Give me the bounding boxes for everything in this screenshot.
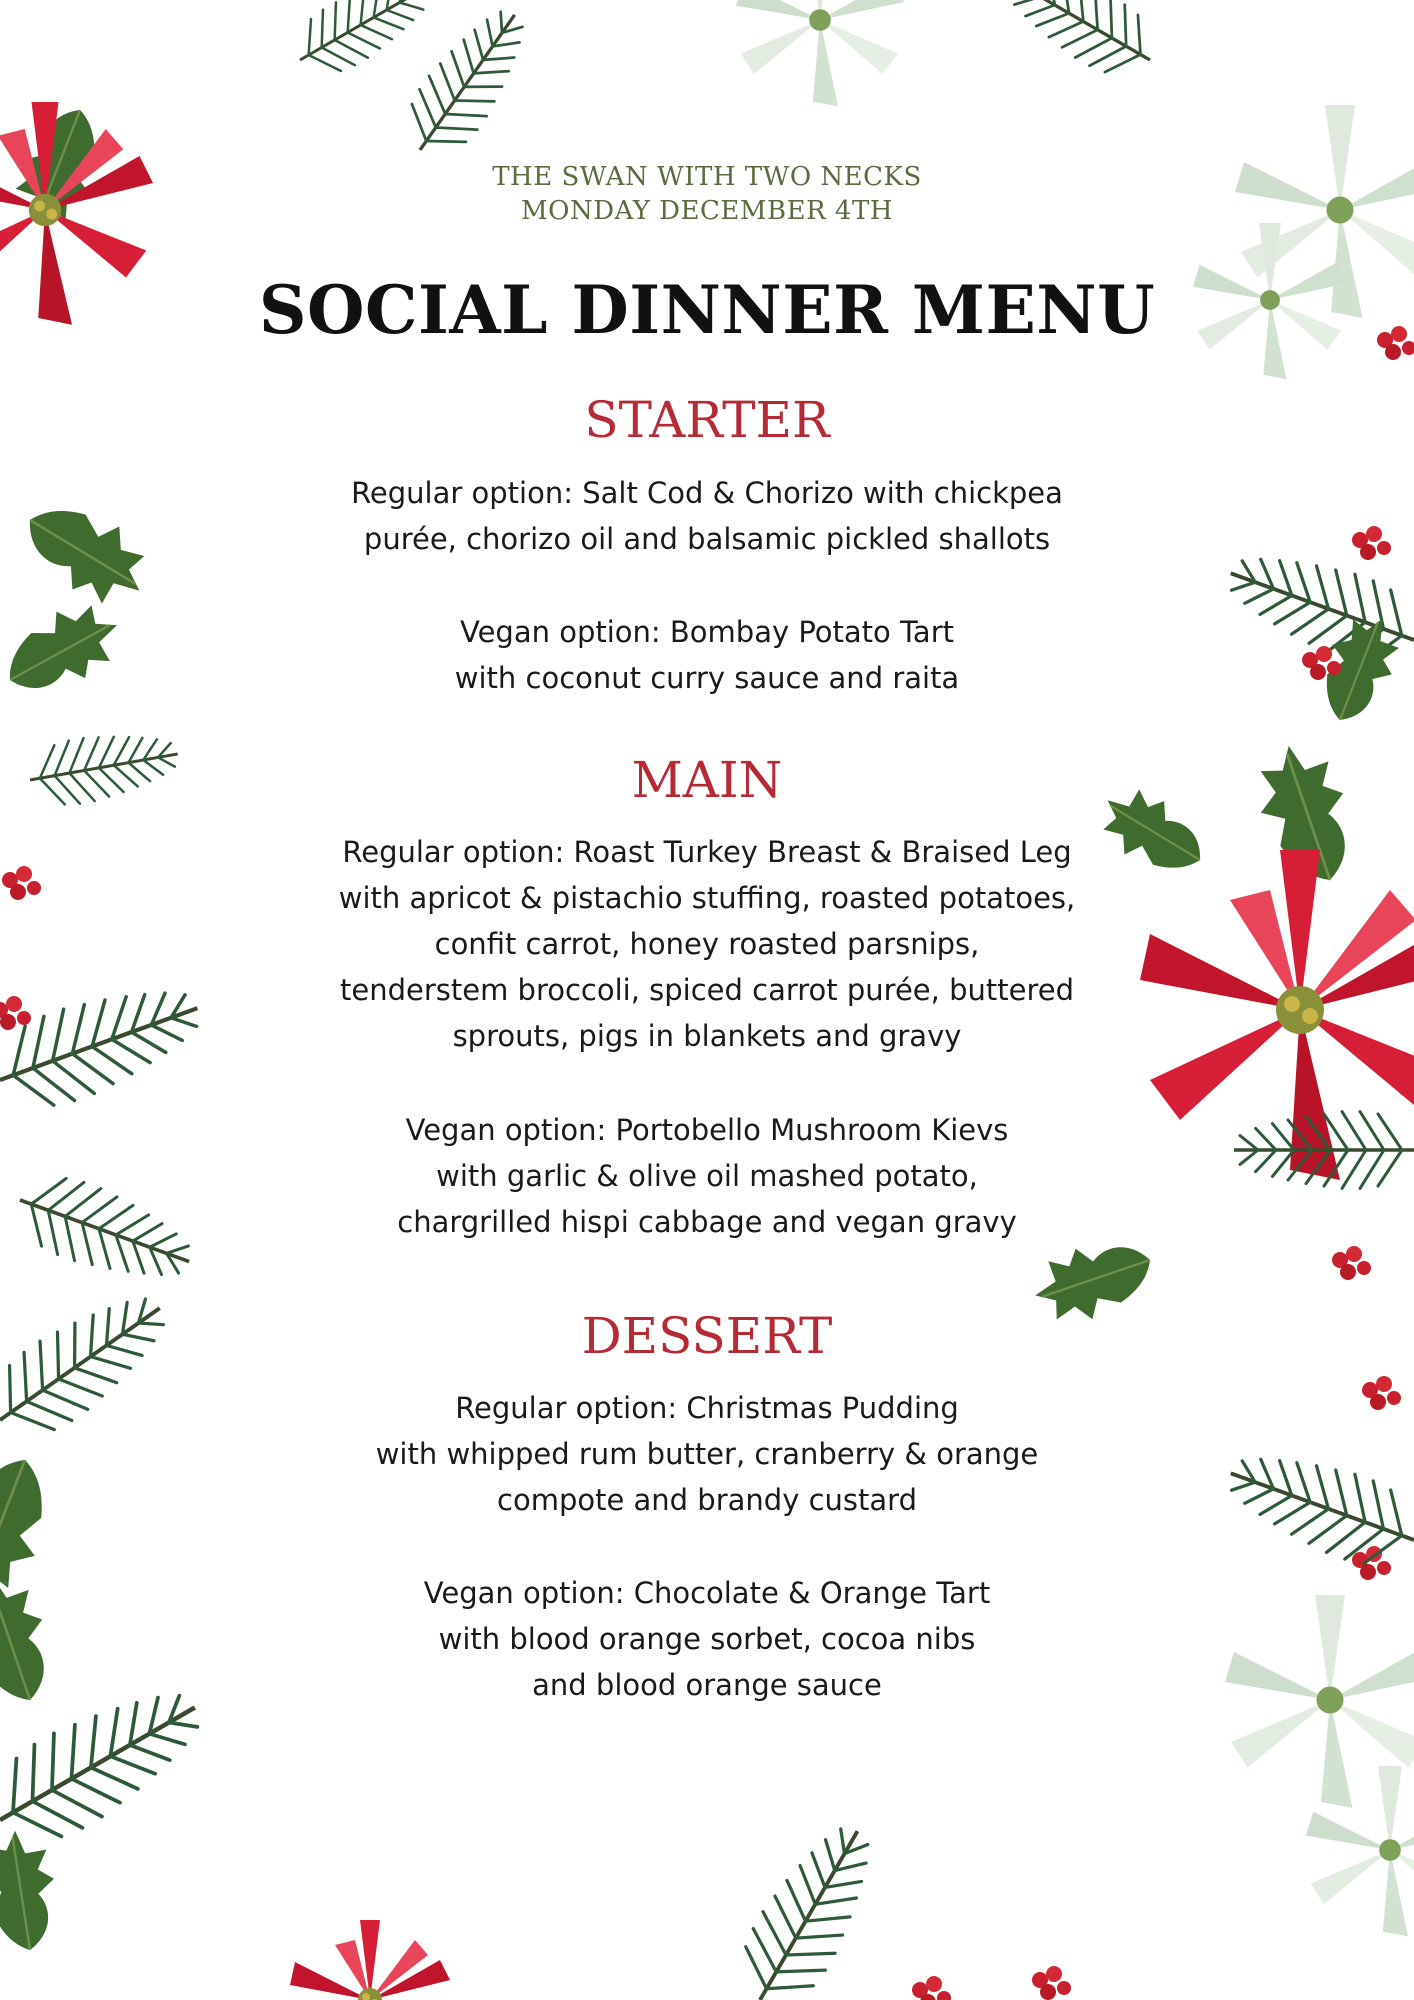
main-vegan-line: with garlic & olive oil mashed potato, [436, 1159, 978, 1193]
main-regular-line: sprouts, pigs in blankets and gravy [452, 1019, 962, 1053]
venue-name: THE SWAN WITH TWO NECKS [492, 162, 922, 192]
starter-regular-line: Regular option: Salt Cod & Chorizo with chickpea [351, 476, 1063, 510]
dessert-vegan-line: Vegan option: Chocolate & Orange Tart [423, 1576, 991, 1610]
starter-regular-line: purée, chorizo oil and balsamic pickled shallots [363, 522, 1051, 556]
dessert-regular-line: compote and brandy custard [497, 1483, 917, 1517]
starter-vegan [0, 609, 1414, 701]
dessert-regular-line: with whipped rum butter, cranberry & orange [375, 1437, 1039, 1471]
dessert-regular [0, 1385, 1414, 1523]
main-vegan-line: chargrilled hispi cabbage and vegan gravy [397, 1205, 1017, 1239]
starter-vegan-line: with coconut curry sauce and raita [454, 661, 960, 695]
main-regular [0, 829, 1414, 1059]
dessert-regular-line: Regular option: Christmas Pudding [455, 1391, 959, 1425]
dessert-vegan-line: with blood orange sorbet, cocoa nibs [438, 1622, 976, 1656]
dessert-vegan [0, 1570, 1414, 1708]
main-vegan [0, 1107, 1414, 1245]
event-date: MONDAY DECEMBER 4TH [521, 196, 893, 226]
starter-heading: STARTER [584, 391, 830, 449]
page-title: SOCIAL DINNER MENU [258, 271, 1156, 349]
main-vegan-line: Vegan option: Portobello Mushroom Kievs [405, 1113, 1009, 1147]
venue-header [0, 160, 1414, 228]
main-regular-line: with apricot & pistachio stuffing, roasted potatoes, [338, 881, 1076, 915]
starter-regular [0, 470, 1414, 562]
dessert-vegan-line: and blood orange sauce [532, 1668, 882, 1702]
main-regular-line: Regular option: Roast Turkey Breast & Braised Leg [342, 835, 1072, 869]
main-heading: MAIN [631, 751, 783, 809]
dessert-heading: DESSERT [581, 1307, 833, 1365]
main-regular-line: tenderstem broccoli, spiced carrot purée, buttered [339, 973, 1074, 1007]
starter-vegan-line: Vegan option: Bombay Potato Tart [460, 615, 954, 649]
main-regular-line: confit carrot, honey roasted parsnips, [434, 927, 980, 961]
